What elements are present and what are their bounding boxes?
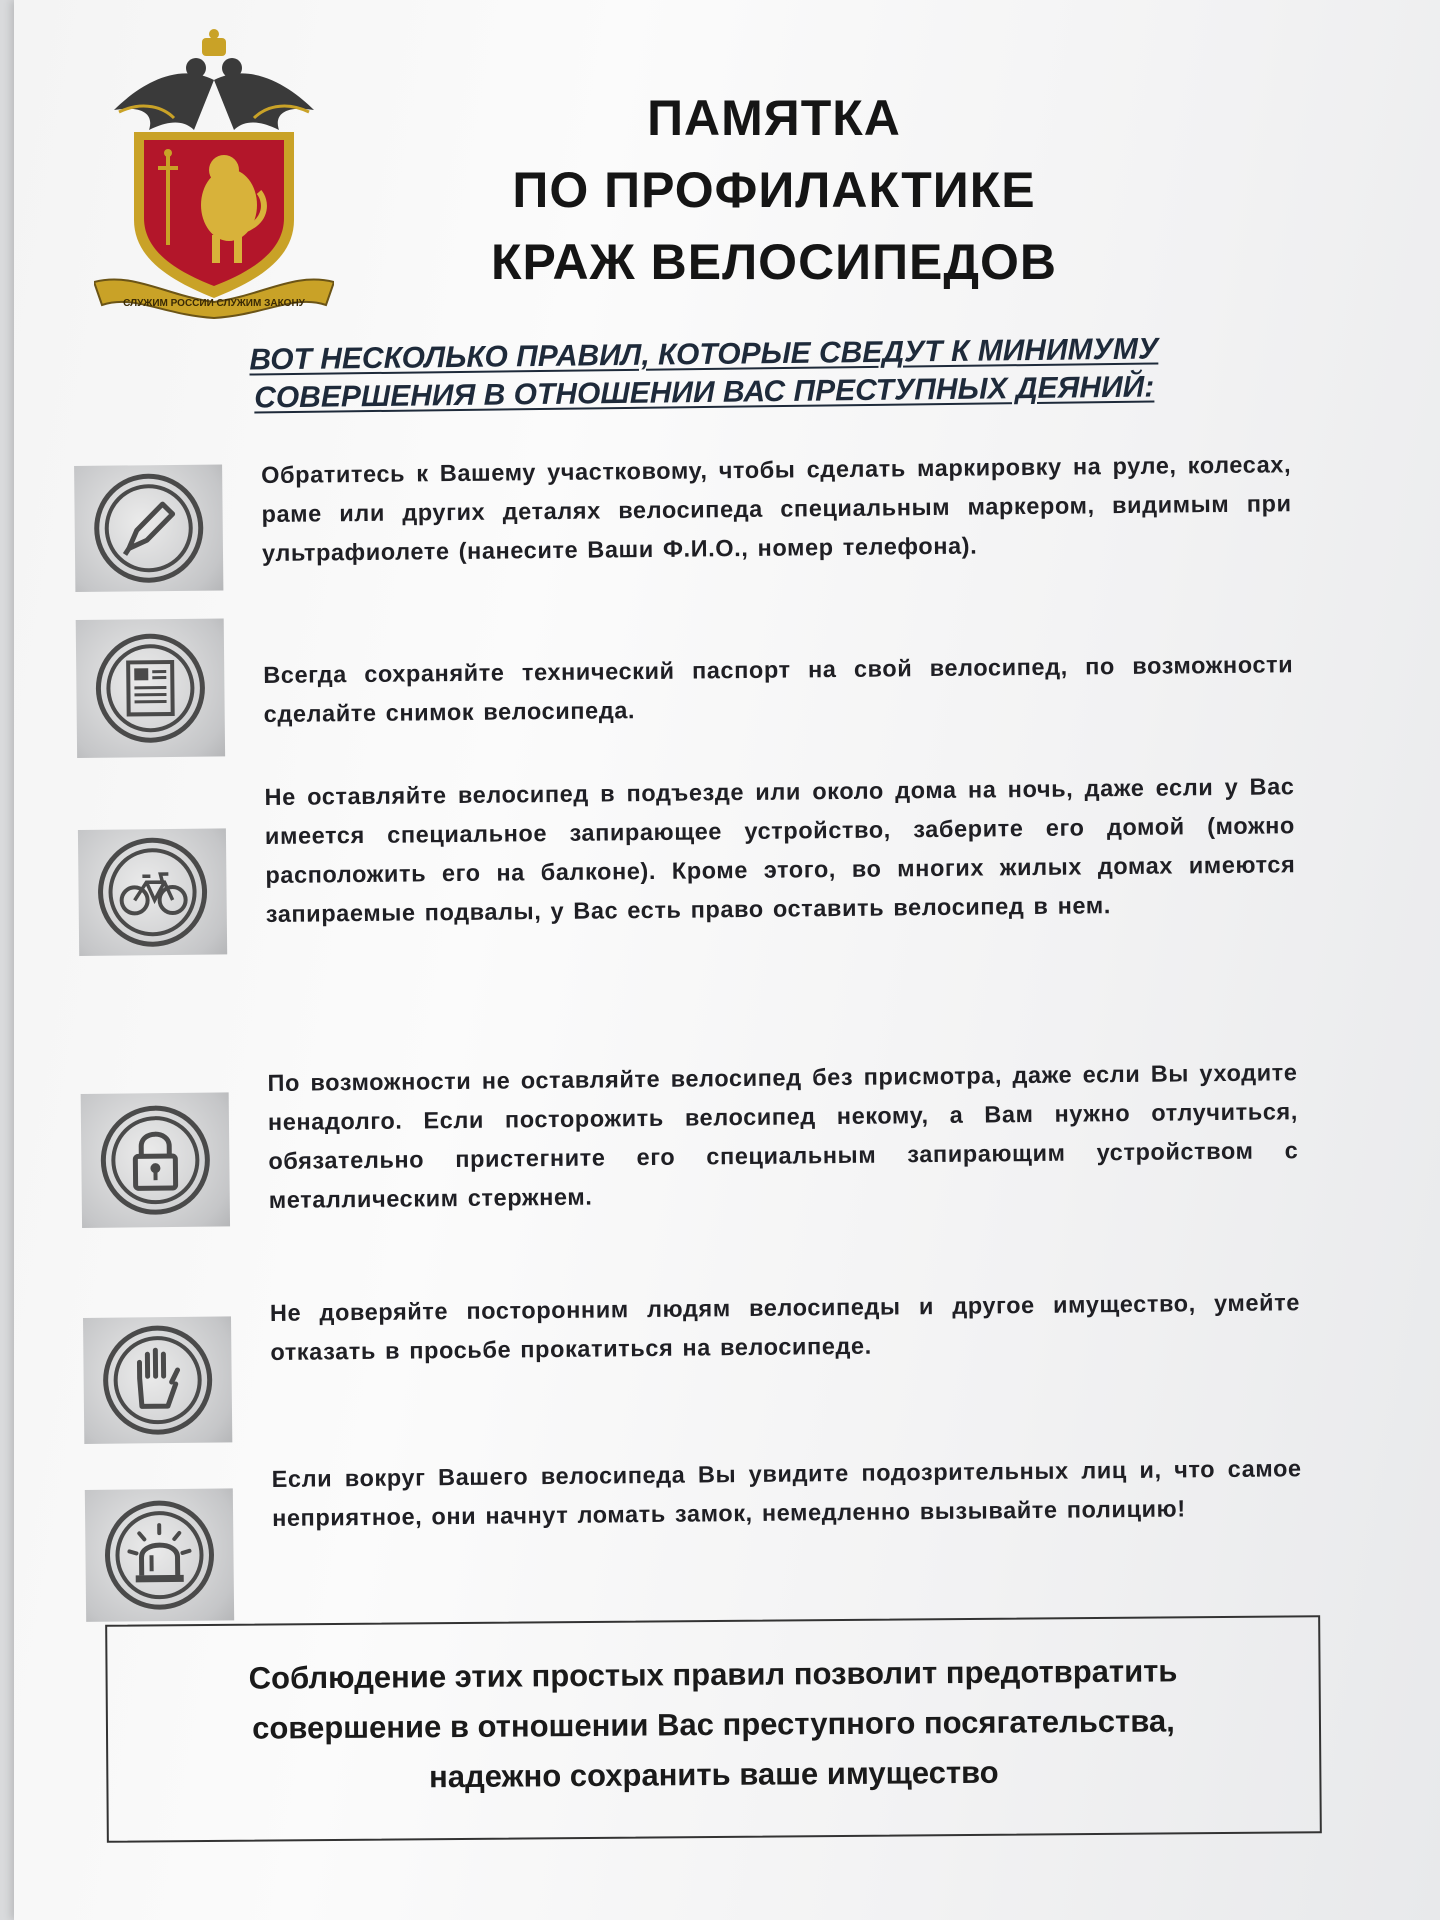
rule-text: Не оставляйте велосипед в подъезде или около дома на ночь, даже если у Вас имеется специальное запирающее устройство, заберите его домой (можно расположить его на балконе). Кроме этого, во многих жилых домах имеются запираемые подвалы, у Вас есть право оставить велосипед в нем.	[264, 773, 1296, 928]
siren-icon	[85, 1488, 234, 1622]
rule-text: Не доверяйте посторонним людям велосипеды и другое имущество, умейте отказать в просьбе прокатиться на велосипеде.	[269, 1289, 1301, 1365]
summary-line: Соблюдение этих простых правил позволит предотвратить	[248, 1653, 1178, 1696]
rule-item	[76, 605, 1306, 728]
title-line: КРАЖ ВЕЛОСИПЕДОВ	[490, 234, 1058, 290]
marker-icon	[74, 464, 223, 592]
police-emblem-icon	[94, 20, 334, 320]
rule-text: Если вокруг Вашего велосипеда Вы увидите подозрительных лиц и, что самое неприятное, они начнут ломать замок, немедленно вызывайте полицию!	[271, 1455, 1302, 1531]
page-title	[354, 82, 1194, 298]
rule-item	[80, 1053, 1310, 1214]
rule-item	[74, 445, 1304, 567]
padlock-icon	[81, 1092, 230, 1228]
rules-list	[74, 445, 1316, 1618]
svg-text:СЛУЖИМ РОССИИ СЛУЖИМ ЗАКОНУ: СЛУЖИМ РОССИИ СЛУЖИМ ЗАКОНУ	[123, 298, 305, 309]
rule-text: Обратитесь к Вашему участковому, чтобы сделать маркировку на руле, колесах, раме или других деталях велосипеда специальным маркером, видимым при ультрафиолете (нанесите Ваши Ф.И.О., номер телефона).	[261, 451, 1292, 567]
summary-box	[105, 1615, 1322, 1843]
summary-line: надежно сохранить ваше имущество	[428, 1754, 999, 1795]
rule-text: По возможности не оставляйте велосипед без присмотра, даже если Вы уходите ненадолго. Если посторожить велосипед некому, а Вам нужно отлучиться, обязательно пристегните его специальным запирающим устройством с металлическим стержнем.	[267, 1059, 1299, 1214]
rules-intro	[164, 329, 1245, 418]
intro-line: ВОТ НЕСКОЛЬКО ПРАВИЛ, КОТОРЫЕ СВЕДУТ К МИНИМУМУ	[249, 332, 1159, 377]
title-line: ПАМЯТКА	[647, 90, 901, 146]
document-icon	[76, 618, 225, 758]
memo-sheet	[14, 0, 1440, 1920]
rule-item	[77, 767, 1307, 928]
stop-hand-icon	[83, 1316, 232, 1444]
bicycle-icon	[78, 828, 227, 956]
summary-line: совершение в отношении Вас преступного посягательства,	[252, 1703, 1175, 1746]
rule-text: Всегда сохраняйте технический паспорт на свой велосипед, по возможности сделайте снимок велосипеда.	[263, 651, 1294, 728]
intro-line: СОВЕРШЕНИЯ В ОТНОШЕНИИ ВАС ПРЕСТУПНЫХ ДЕЯНИЙ:	[253, 370, 1155, 415]
title-line: ПО ПРОФИЛАКТИКЕ	[512, 162, 1036, 218]
rule-item	[85, 1449, 1315, 1531]
summary-text	[107, 1645, 1319, 1805]
rule-item	[83, 1283, 1313, 1365]
